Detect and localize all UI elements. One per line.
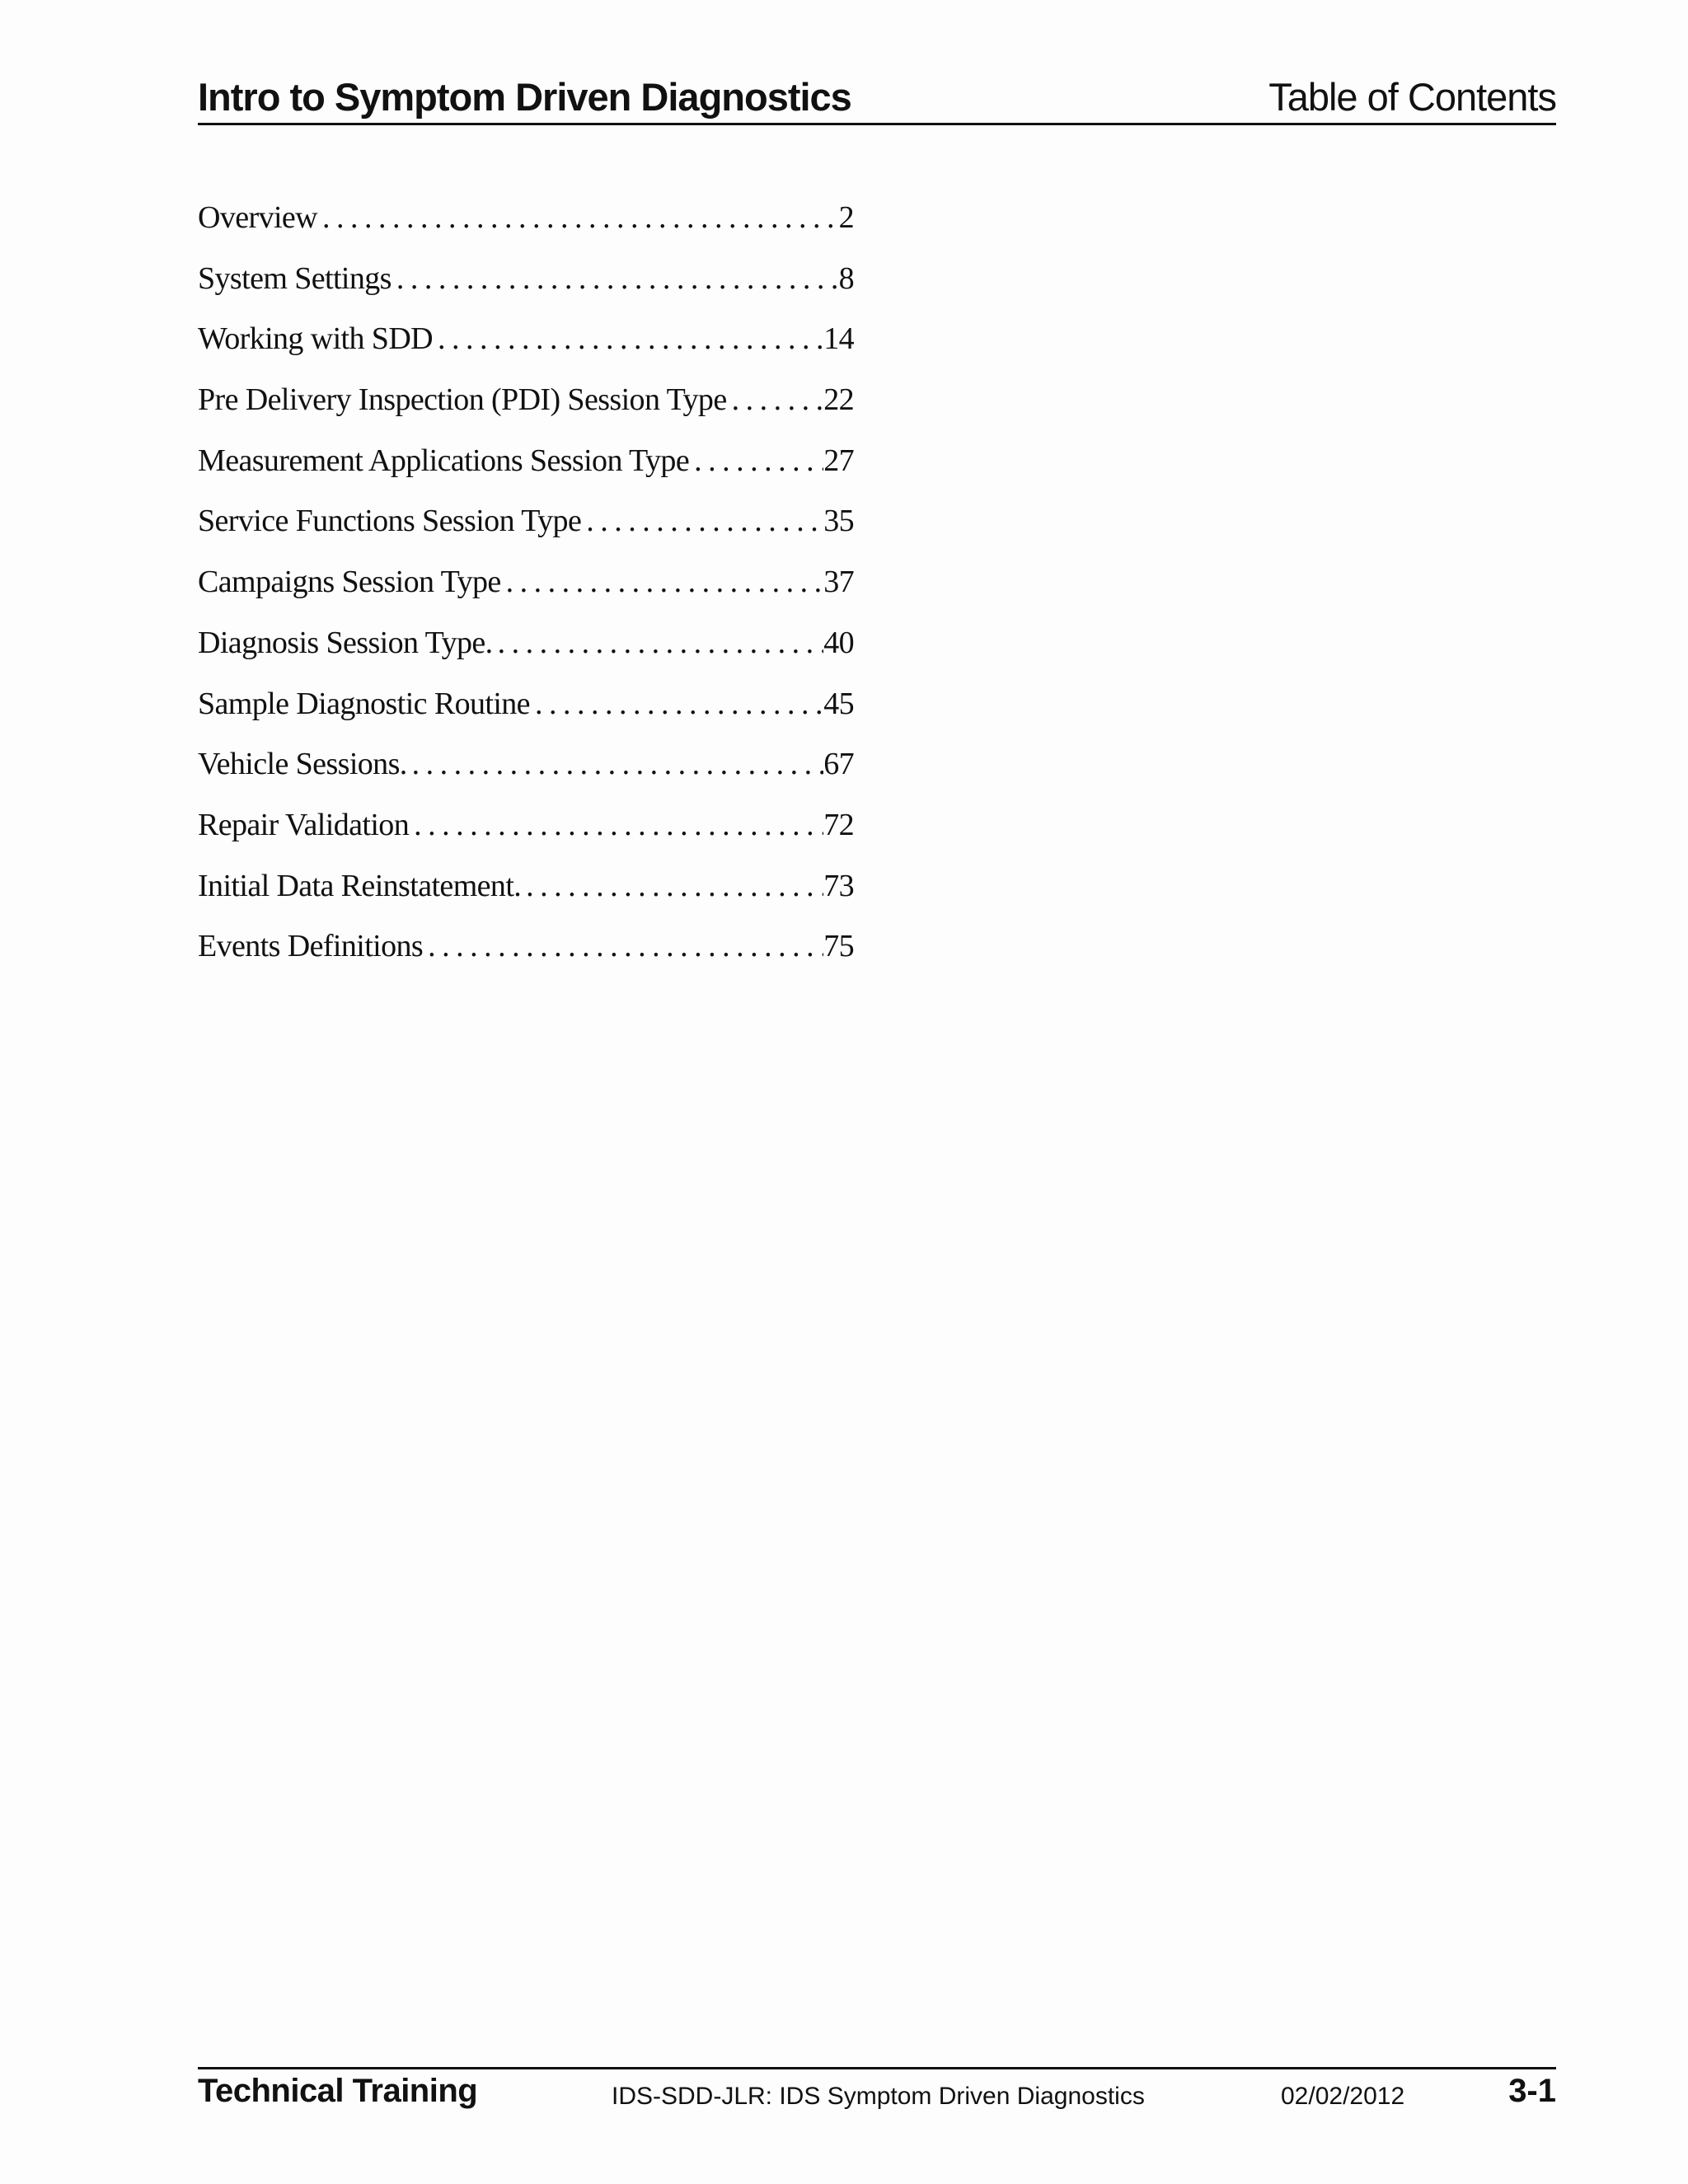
toc-entry-title: Diagnosis Session Type. bbox=[198, 625, 493, 660]
toc-entry[interactable] bbox=[198, 746, 854, 807]
toc-entry-page: 27 bbox=[823, 443, 854, 478]
toc-entry-title: Events Definitions bbox=[198, 929, 424, 964]
toc-entry-title: Overview bbox=[198, 200, 318, 235]
toc-entry-title: Pre Delivery Inspection (PDI) Session Type bbox=[198, 382, 727, 418]
toc-entry-title: Service Functions Session Type bbox=[198, 504, 582, 539]
toc-entry[interactable] bbox=[198, 382, 854, 443]
toc-entry-title: Sample Diagnostic Routine bbox=[198, 686, 530, 721]
section-title: Table of Contents bbox=[1268, 75, 1556, 119]
toc-dot-leader bbox=[581, 503, 823, 539]
toc-entry-title: Working with SDD bbox=[198, 321, 434, 357]
toc-dot-leader bbox=[501, 564, 824, 600]
toc-entry-page: 45 bbox=[823, 686, 854, 721]
toc-entry[interactable] bbox=[198, 868, 854, 929]
toc-entry[interactable] bbox=[198, 321, 854, 382]
toc-dot-leader bbox=[689, 443, 823, 479]
footer-date: 02/02/2012 bbox=[1281, 2083, 1405, 2110]
toc-entry[interactable] bbox=[198, 625, 854, 686]
toc-dot-leader bbox=[521, 868, 823, 904]
document-title: Intro to Symptom Driven Diagnostics bbox=[198, 75, 851, 119]
toc-entry-page: 37 bbox=[823, 565, 854, 600]
toc-entry[interactable] bbox=[198, 807, 854, 868]
toc-entry-page: 35 bbox=[823, 504, 854, 539]
toc-entry-page: 22 bbox=[823, 382, 854, 418]
toc-entry-page: 14 bbox=[823, 321, 854, 357]
toc-entry[interactable] bbox=[198, 928, 854, 989]
toc-dot-leader bbox=[433, 321, 823, 357]
toc-entry-title: Campaigns Session Type bbox=[198, 565, 501, 600]
toc-entry-page: 40 bbox=[823, 625, 854, 660]
toc-entry[interactable] bbox=[198, 564, 854, 625]
toc-entry-title: Measurement Applications Session Type bbox=[198, 443, 690, 478]
toc-entry-title: Vehicle Sessions. bbox=[198, 747, 407, 782]
toc-entry-page: 67 bbox=[823, 747, 854, 782]
toc-entry-page: 73 bbox=[823, 868, 854, 903]
toc-entry[interactable] bbox=[198, 199, 854, 260]
page-header bbox=[198, 68, 1556, 125]
toc-entry[interactable] bbox=[198, 686, 854, 747]
toc-entry-title: System Settings bbox=[198, 260, 392, 296]
toc-entry[interactable] bbox=[198, 503, 854, 564]
toc-entry[interactable] bbox=[198, 260, 854, 321]
toc-entry-page: 8 bbox=[838, 260, 854, 296]
toc-entry-page: 2 bbox=[838, 200, 854, 235]
toc-entry-title: Repair Validation bbox=[198, 807, 410, 842]
footer-label: Technical Training bbox=[198, 2073, 478, 2109]
footer-course-title: IDS-SDD-JLR: IDS Symptom Driven Diagnostics bbox=[612, 2083, 1145, 2110]
table-of-contents bbox=[198, 199, 854, 989]
toc-dot-leader bbox=[493, 625, 824, 661]
toc-dot-leader bbox=[392, 260, 839, 297]
toc-entry-page: 75 bbox=[823, 929, 854, 964]
page-footer bbox=[198, 2067, 1556, 2116]
toc-dot-leader bbox=[530, 686, 823, 722]
toc-entry-title: Initial Data Reinstatement. bbox=[198, 868, 522, 903]
toc-entry-page: 72 bbox=[823, 807, 854, 842]
toc-dot-leader bbox=[409, 807, 823, 843]
toc-entry[interactable] bbox=[198, 443, 854, 504]
page-number: 3-1 bbox=[1508, 2073, 1556, 2109]
toc-dot-leader bbox=[727, 382, 824, 418]
toc-dot-leader bbox=[423, 928, 823, 964]
toc-dot-leader bbox=[317, 199, 839, 236]
toc-dot-leader bbox=[407, 746, 824, 782]
